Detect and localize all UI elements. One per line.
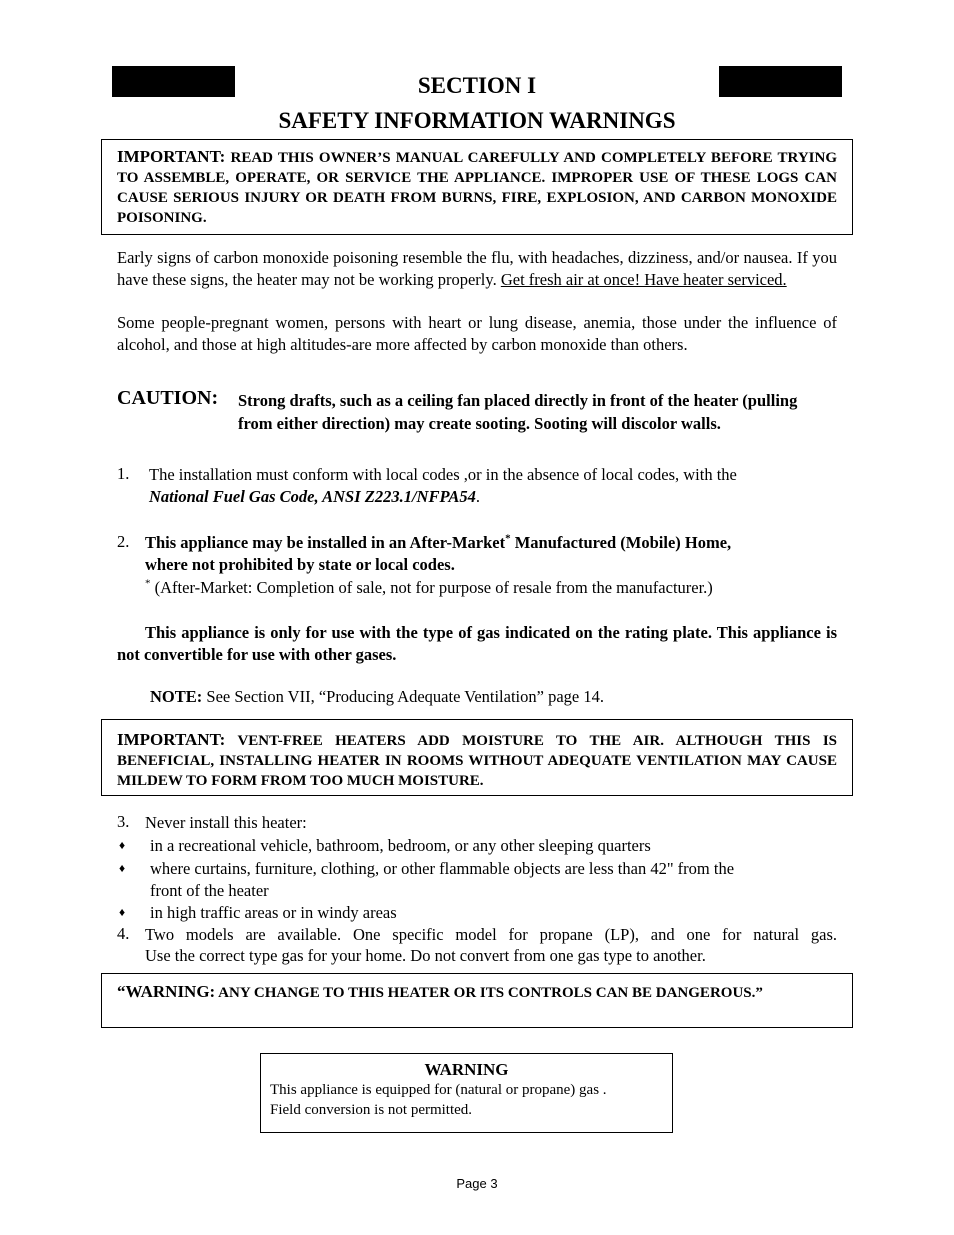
item-3-text: Never install this heater: [145,813,307,832]
rating-label-box [260,1053,673,1133]
co-poisoning-paragraph [117,247,837,290]
bullet-item-2: where curtains, furniture, clothing, or other flammable objects are less than 42" from the [150,859,735,878]
caution-label: CAUTION: [117,387,219,409]
bullet-item-3: in high traffic areas or in windy areas [150,903,397,922]
people-paragraph: Some people-pregnant women, persons with heart or lung disease, anemia, those under the influence of alcohol, and those at high altitudes-are more affected by carbon monoxide than others. [117,313,837,354]
section-number: SECTION I [417,73,537,98]
label-box-line-2: Field conversion is not permitted. [270,1102,473,1118]
important-text: READ THIS OWNER’S MANUAL CAREFULLY AND COMPLETELY BEFORE TRYING TO ASSEMBLE, OPERATE, OR SERVICE THE APPLIANCE. IMPROPER USE OF THESE LOGS CAN CAUSE SERIOUS INJURY OR DEATH FROM BURNS, FIRE, EXPLOSION, AND CARBON MONOXIDE POISONING. [117,150,837,226]
co-fresh-air: Get fresh air at once! Have heater serviced. [500,269,787,289]
item-1-period: . [475,487,480,506]
bullet-icon: ♦ [119,861,126,875]
item-2-part2: Manufactured (Mobile) Home, [514,533,732,552]
warning-box-dangerous [101,973,853,1028]
bullet-icon: ♦ [119,905,126,919]
bullet-item-2-cont: front of the heater [150,881,269,900]
caution-text: Strong drafts, such as a ceiling fan placed directly in front of the heater (pulling from either direction) may create sooting. Sooting will discolor walls. [238,391,798,433]
item-1-code [149,486,480,508]
important-box-manual [101,139,853,235]
important-label: IMPORTANT: [117,147,226,166]
co-text: Early signs of carbon monoxide poisoning resemble the flu, with headaches, dizziness, and/or nausea. If you have these signs, the heater may not be working properly. [117,248,837,289]
note-label: NOTE: [150,687,203,706]
note-line [150,686,604,708]
label-box-title: WARNING [424,1060,509,1079]
item-1-number: 1. [117,464,130,483]
item-1-text: The installation must conform with local codes ,or in the absence of local codes, with the [149,465,737,484]
item-4-number: 4. [117,924,130,943]
item-4-line-2: Use the correct type gas for your home. Do not convert from one gas type to another. [145,946,706,965]
bullet-item-1: in a recreational vehicle, bathroom, bedroom, or any other sleeping quarters [150,836,651,855]
important-box-moisture [101,719,853,796]
warning-text: ANY CHANGE TO THIS HEATER OR ITS CONTROLS CAN BE DANGEROUS.” [218,985,763,1001]
page-title: SAFETY INFORMATION WARNINGS [278,108,676,133]
item-3-number: 3. [117,812,130,831]
bullet-icon: ♦ [119,838,126,852]
item-4-line-1: Two models are available. One specific model for propane (LP), and one for natural gas. [145,925,837,944]
note-text: See Section VII, “Producing Adequate Ventilation” page 14. [206,687,604,706]
label-box-line-1: This appliance is equipped for (natural or propane) gas . [270,1082,607,1098]
important-2-text: VENT-FREE HEATERS ADD MOISTURE TO THE AIR. ALTHOUGH THIS IS BENEFICIAL, INSTALLING HEATER IN ROOMS WITHOUT ADEQUATE VENTILATION MAY CAUSE MILDEW TO FORM FROM TOO MUCH MOISTURE. [117,733,837,789]
item-2-part1: This appliance may be installed in an After-Market [145,533,506,552]
page-number: Page 3 [456,1176,498,1191]
gas-type-paragraph: This appliance is only for use with the type of gas indicated on the rating plate. This appliance is not convertible for use with other gases. [117,623,837,664]
item-2-line-1 [145,532,731,554]
item-2-number: 2. [117,532,130,551]
warning-label: “WARNING: [117,982,216,1001]
item-1-code-name: National Fuel Gas Code, ANSI Z223.1/NFPA54 [149,487,476,506]
item-2-star: * [505,532,511,545]
item-2-line-2: where not prohibited by state or local codes. [145,555,455,574]
footnote-star: * [145,577,151,590]
footnote-text: (After-Market: Completion of sale, not for purpose of resale from the manufacturer.) [154,578,713,597]
important-2-label: IMPORTANT: [117,730,226,749]
item-2-footnote [145,577,713,599]
